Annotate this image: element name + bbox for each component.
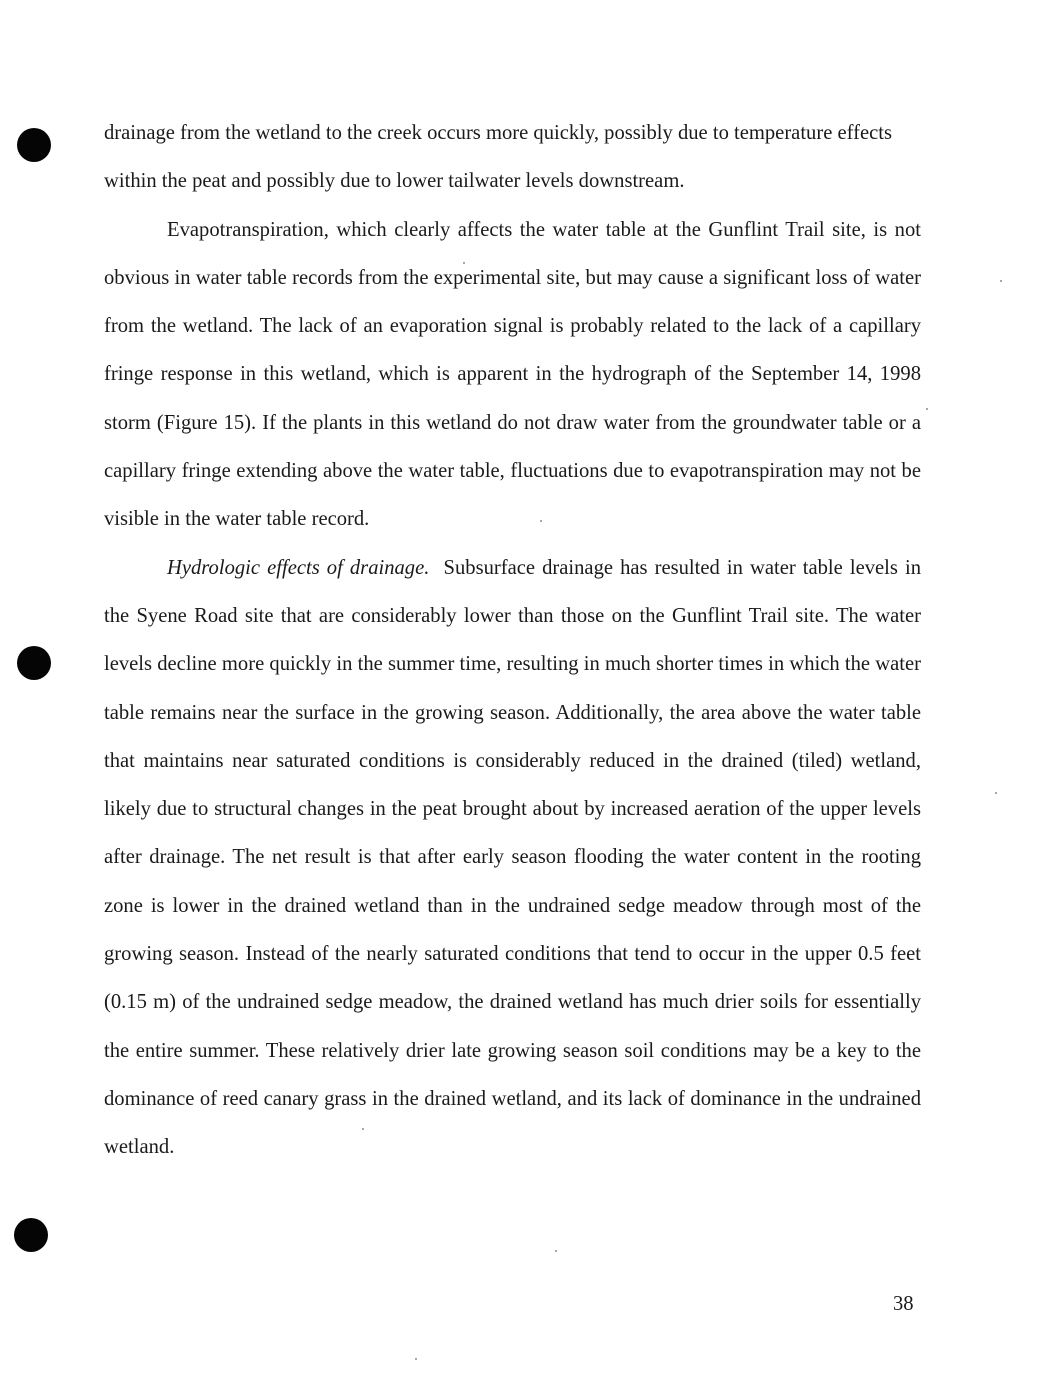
binder-hole-middle xyxy=(17,646,51,680)
page-number: 38 xyxy=(893,1293,914,1315)
paragraph-evapotranspiration: Evapotranspiration, which clearly affects the water table at the Gunflint Trail site, is not obvious in water table records from the experimental site, but may cause a significant loss of water from the wetland. The lack of an evaporation signal is probably related to the lack of a capillary fringe response in this wetland, which is apparent in the hydrograph of the September 14, 1998 storm (Figure 15). If the plants in this wetland do not draw water from the groundwater table or a capillary fringe extending above the water table, fluctuations due to evapotranspiration may not be visible in the water table record. xyxy=(104,218,921,531)
scan-speck xyxy=(415,1358,417,1360)
paragraph-hydrologic-effects-text: Subsurface drainage has resulted in water table levels in the Syene Road site that are considerably lower than those on the Gunflint Trail site. The water levels decline more quickly in the summer time, resulting in much shorter times in which the water table remains near the surface in the growing season. Additionally, the area above the water table that maintains near saturated conditions is considerably reduced in the drained (tiled) wetland, likely due to structural changes in the peat brought about by increased aeration of the upper levels after drainage. The net result is that after early season flooding the water content in the rooting zone is lower in the drained wetland than in the undrained sedge meadow through most of the growing season. Instead of the nearly saturated conditions that tend to occur in the upper 0.5 feet (0.15 m) of the undrained sedge meadow, the drained wetland has much drier soils for essentially the entire summer. These relatively drier late growing season soil conditions may be a key to the dominance of reed canary grass in the drained wetland, and its lack of dominance in the undrained wetland. xyxy=(104,556,922,1159)
binder-hole-bottom xyxy=(14,1218,48,1252)
body-text xyxy=(104,109,921,1172)
paragraph-hydrologic-effects xyxy=(104,544,921,1172)
binder-hole-top xyxy=(17,128,51,162)
scan-speck xyxy=(362,1128,364,1130)
scan-speck xyxy=(1000,280,1002,282)
scan-speck xyxy=(463,262,465,264)
scan-speck xyxy=(926,408,928,410)
scan-speck xyxy=(540,520,542,522)
run-in-heading: Hydrologic effects of drainage. xyxy=(167,556,430,579)
scan-speck xyxy=(555,1250,557,1252)
scan-speck xyxy=(995,792,997,794)
paragraph-continuation: drainage from the wetland to the creek occurs more quickly, possibly due to temperature effects within the peat and possibly due to lower tailwater levels downstream. xyxy=(104,122,892,193)
